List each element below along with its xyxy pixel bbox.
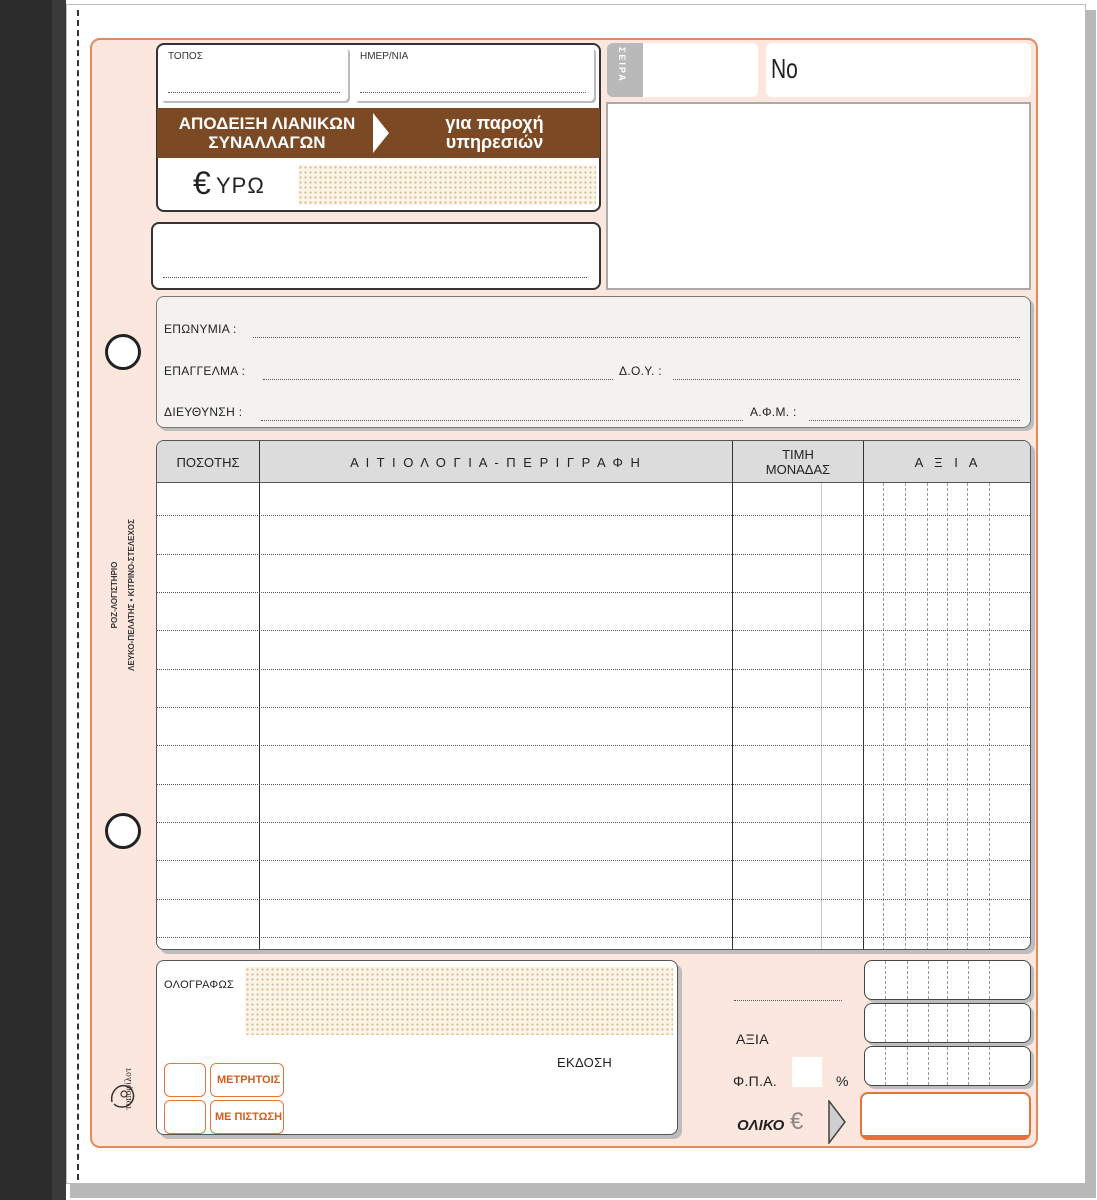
- col-divider: [732, 441, 733, 950]
- title-banner: [157, 108, 600, 158]
- credit-option[interactable]: [210, 1100, 284, 1134]
- vat-field[interactable]: [809, 420, 1020, 421]
- issue-label: ΕΚΔΟΣΗ: [557, 1055, 613, 1070]
- col-quantity: ΠΟΣΟΤΗΣ: [176, 454, 240, 470]
- table-row[interactable]: [157, 745, 1031, 746]
- tax-office-label: Δ.Ο.Υ. :: [619, 364, 662, 378]
- totals-dots[interactable]: [734, 1000, 842, 1001]
- col-value: Α Ξ Ι Α: [914, 454, 982, 470]
- table-row[interactable]: [157, 630, 1031, 631]
- series-field[interactable]: [643, 43, 758, 97]
- col-unit-price-line2: ΜΟΝΑΔΑΣ: [765, 462, 831, 477]
- table-row[interactable]: [157, 860, 1031, 861]
- date-label: ΗΜΕΡ/ΝΙΑ: [360, 51, 409, 62]
- table-row[interactable]: [157, 707, 1031, 708]
- table-row[interactable]: [157, 515, 1031, 516]
- title-left-line1: ΑΠΟΔΕΙΞΗ ΛΙΑΝΙΚΩΝ: [178, 114, 356, 133]
- copy-legend-line2: ΛΕΥΚΟ-ΠΕΛΑΤΗΣ • ΚΙΤΡΙΝΟ-ΣΤΕΛΕΧΟΣ: [127, 519, 136, 671]
- table-row[interactable]: [157, 554, 1031, 555]
- table-row[interactable]: [157, 822, 1031, 823]
- col-unit-price: [733, 441, 863, 483]
- in-words-field[interactable]: [245, 967, 673, 1035]
- total-currency: €: [790, 1108, 804, 1135]
- address-label: ΔΙΕΥΘΥΝΣΗ :: [164, 405, 243, 419]
- title-left-line2: ΣΥΝΑΛΛΑΓΩΝ: [208, 133, 326, 152]
- issuer-dots: [163, 277, 587, 278]
- title-right-line2: υπηρεσιών: [445, 132, 544, 152]
- title-right-line1: για παροχή: [445, 113, 544, 133]
- table-row[interactable]: [157, 592, 1031, 593]
- surname-field[interactable]: [253, 337, 1020, 338]
- percent-sign: %: [836, 1073, 849, 1089]
- cash-option[interactable]: [210, 1063, 284, 1097]
- arrow-right-icon: [373, 113, 389, 153]
- total-arrow-icon: [828, 1100, 846, 1144]
- series-label: ΣΕΙΡΑ: [617, 47, 627, 83]
- table-row[interactable]: [157, 784, 1031, 785]
- table-row[interactable]: [157, 669, 1031, 670]
- vat-rate-label: Φ.Π.Α.: [733, 1073, 778, 1089]
- publisher-logo: [100, 1067, 150, 1138]
- title-left: [167, 114, 367, 152]
- vat-rate-field[interactable]: [792, 1057, 822, 1087]
- table-row[interactable]: [157, 899, 1031, 900]
- profession-field[interactable]: [263, 379, 613, 380]
- vat-label: Α.Φ.Μ. :: [750, 405, 797, 419]
- vat-amount-box[interactable]: [864, 1046, 1031, 1086]
- address-field[interactable]: [261, 420, 743, 421]
- date-field[interactable]: [354, 47, 594, 101]
- punch-hole-bottom: [105, 813, 141, 849]
- stamp-box: [606, 102, 1031, 290]
- title-right: [397, 114, 592, 152]
- surname-label: ΕΠΩΝΥΜΙΑ :: [164, 322, 237, 336]
- items-table: [156, 440, 1031, 950]
- date-dots: [360, 92, 586, 93]
- copy-legend-line1: ΡΟΖ-ΛΟΓΙΣΤΗΡΙΟ: [110, 561, 119, 629]
- col-divider: [259, 441, 260, 950]
- value-label: ΑΞΙΑ: [736, 1031, 769, 1047]
- total-amount-box[interactable]: [860, 1092, 1031, 1140]
- perforation-line: [77, 10, 79, 1180]
- tax-office-field[interactable]: [673, 379, 1020, 380]
- table-row[interactable]: [157, 937, 1031, 938]
- value-amount-box[interactable]: [864, 1003, 1031, 1043]
- profession-label: ΕΠΑΓΓΕΛΜΑ :: [164, 364, 246, 378]
- credit-label: ΜΕ ΠΙΣΤΩΣΗ: [215, 1111, 283, 1123]
- currency-symbol: €: [193, 165, 211, 201]
- number-label: No: [771, 53, 798, 84]
- cash-label: ΜΕΤΡΗΤΟΙΣ: [217, 1074, 281, 1086]
- number-field[interactable]: [766, 43, 1031, 97]
- in-words-label: ΟΛΟΓΡΑΦΩΣ: [164, 979, 235, 991]
- currency-word: ΥΡΩ: [216, 173, 265, 198]
- publisher-emblem-icon: [106, 1078, 140, 1112]
- col-unit-price-line1: ΤΙΜΗ: [782, 447, 814, 462]
- amount-words-box: [156, 960, 678, 1135]
- place-field[interactable]: [160, 47, 348, 101]
- place-label: ΤΟΠΟΣ: [168, 51, 203, 62]
- col-divider: [863, 441, 864, 950]
- col-description: Α Ι Τ Ι Ο Λ Ο Γ Ι Α - Π Ε Ρ Ι Γ Ρ Α Φ Η: [350, 454, 642, 470]
- currency-hatch: [298, 165, 596, 205]
- total-label: ΟΛΙΚΟ: [737, 1117, 785, 1134]
- cash-checkbox[interactable]: [164, 1063, 206, 1097]
- place-dots: [168, 92, 340, 93]
- copy-legend: [110, 510, 140, 680]
- publisher-name: τυποφίλοτ: [124, 1067, 133, 1110]
- credit-checkbox[interactable]: [164, 1100, 206, 1134]
- binding-edge: [52, 0, 66, 1200]
- punch-hole-top: [105, 334, 141, 370]
- issuer-box[interactable]: [151, 222, 601, 290]
- subtotal-box[interactable]: [864, 960, 1031, 1000]
- customer-box: [156, 296, 1031, 428]
- series-tab: [607, 43, 643, 97]
